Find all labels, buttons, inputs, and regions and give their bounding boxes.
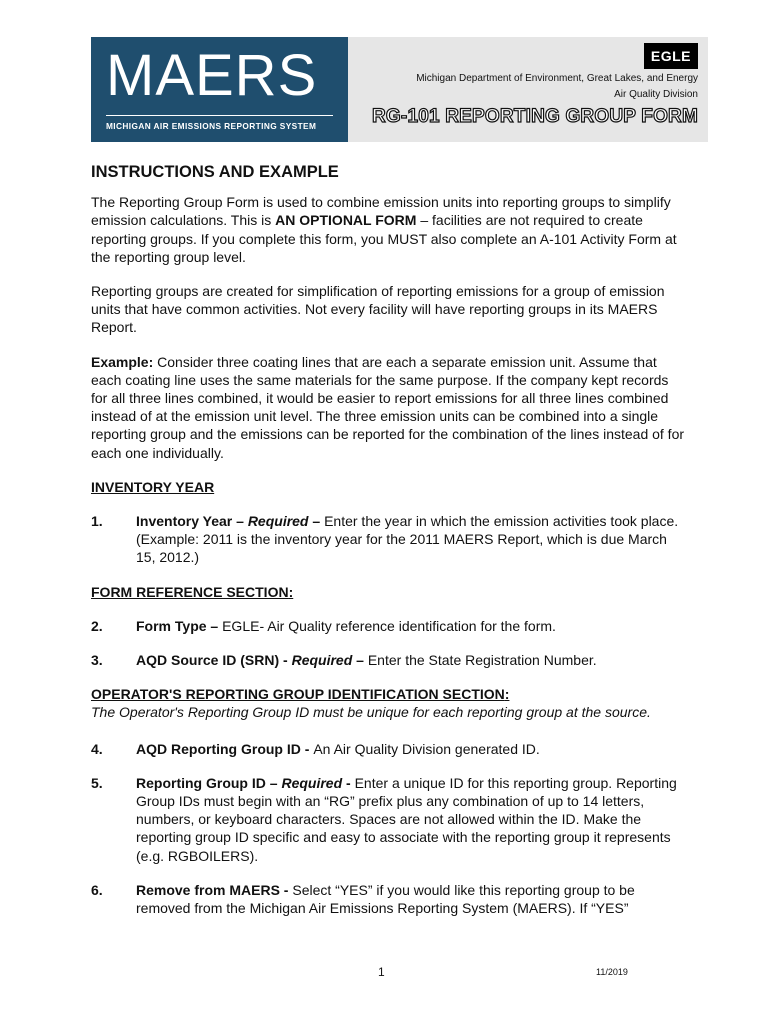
optional-form-emphasis: AN OPTIONAL FORM	[275, 212, 417, 229]
section-title: FORM REFERENCE SECTION	[91, 583, 289, 600]
division-name: Air Quality Division	[614, 89, 698, 100]
logo-text: MAERS	[106, 43, 318, 108]
item-number: 6.	[91, 881, 103, 898]
instruction-item-3	[91, 651, 686, 669]
item-text: Enter the State Registration Number.	[367, 652, 597, 669]
item-text: An Air Quality Division generated ID.	[313, 740, 540, 757]
item-label: AQD Source ID (SRN) -	[136, 652, 292, 669]
section-colon: :	[504, 686, 510, 703]
revision-date: 11/2019	[596, 967, 628, 977]
instructions-content	[91, 163, 686, 933]
page-header	[91, 37, 708, 142]
example-paragraph	[91, 353, 686, 462]
section-operator-identification	[91, 685, 686, 703]
example-label: Example:	[91, 353, 154, 370]
section-form-reference	[91, 583, 686, 601]
item-dash: –	[352, 652, 368, 669]
item-label: Inventory Year –	[136, 513, 248, 530]
page-title: INSTRUCTIONS AND EXAMPLE	[91, 163, 339, 181]
item-label: Reporting Group ID –	[136, 774, 282, 791]
item-number: 2.	[91, 617, 103, 634]
section-inventory-year: INVENTORY YEAR	[91, 478, 215, 495]
section-title: OPERATOR'S REPORTING GROUP IDENTIFICATION SECTION	[91, 686, 505, 703]
reporting-groups-paragraph: Reporting groups are created for simplification of reporting emissions for a group of emission units that have common activities. Not every facility will have reporting groups in its MAERS Report.	[91, 283, 665, 336]
item-number: 4.	[91, 740, 103, 757]
intro-text-2: – facilities are not required to create reporting groups. If you complete this form, you MUST also complete an A-101 Activity Form at the reporting group level.	[91, 212, 677, 265]
item-body	[136, 512, 686, 567]
item-body	[136, 651, 686, 669]
item-text: Enter a unique ID for this reporting group. Reporting Group IDs must begin with an “RG” prefix plus any combination of up to 14 letters, numbers, or keyboard characters. Spaces are not allowed within the ID. Make the reporting group ID specific and easy to associate with the reporting group it represents (e.g. RGBOILERS).	[136, 774, 677, 864]
item-number: 1.	[91, 513, 103, 530]
required-tag: Required	[291, 652, 353, 669]
item-body	[136, 881, 686, 917]
item-number: 3.	[91, 652, 103, 669]
required-tag: Required	[281, 774, 343, 791]
item-body	[136, 740, 686, 758]
instruction-item-4	[91, 740, 686, 758]
department-name: Michigan Department of Environment, Great Lakes, and Energy	[416, 73, 698, 84]
form-title: RG-101 REPORTING GROUP FORM	[372, 106, 698, 127]
logo-divider	[106, 115, 333, 116]
item-label: AQD Reporting Group ID -	[136, 740, 314, 757]
section-note: The Operator's Reporting Group ID must be unique for each reporting group at the source.	[91, 704, 651, 721]
section-colon: :	[288, 583, 294, 600]
intro-paragraph	[91, 193, 686, 266]
item-label: Remove from MAERS -	[136, 881, 293, 898]
intro-text-1: The Reporting Group Form is used to combine emission units into reporting groups to simplify emission calculations. This is	[91, 194, 671, 229]
item-dash: -	[342, 774, 355, 791]
item-label: Form Type –	[136, 617, 223, 634]
item-number: 5.	[91, 774, 103, 791]
maers-logo	[91, 37, 348, 142]
egle-badge: EGLE	[644, 43, 698, 69]
item-dash: –	[308, 513, 325, 530]
instruction-item-6	[91, 881, 686, 917]
item-text: EGLE- Air Quality reference identification for the form.	[222, 617, 556, 634]
item-text: Select “YES” if you would like this reporting group to be removed from the Michigan Air Emissions Reporting System (MAERS). If “YES”	[136, 881, 635, 917]
item-body	[136, 774, 686, 865]
instruction-item-2	[91, 617, 686, 635]
item-body	[136, 617, 686, 635]
page-number: 1	[378, 965, 385, 979]
instruction-item-5	[91, 774, 686, 865]
required-tag: Required	[247, 513, 309, 530]
item-text: Enter the year in which the emission activities took place. (Example: 2011 is the inventory year for the 2011 MAERS Report, which is due March 15, 2012.)	[136, 513, 679, 566]
instruction-item-1	[91, 512, 686, 567]
logo-subtitle: MICHIGAN AIR EMISSIONS REPORTING SYSTEM	[106, 121, 317, 131]
example-text: Consider three coating lines that are each a separate emission unit. Assume that each coating line uses the same materials for the same purpose. If the company kept records for all three lines combined, it would be easier to report emissions for all three lines combined instead of at the emission unit level. The three emission units can be combined into a single reporting group and the emissions can be reported for the combination of the lines instead of for each one individually.	[91, 353, 685, 461]
